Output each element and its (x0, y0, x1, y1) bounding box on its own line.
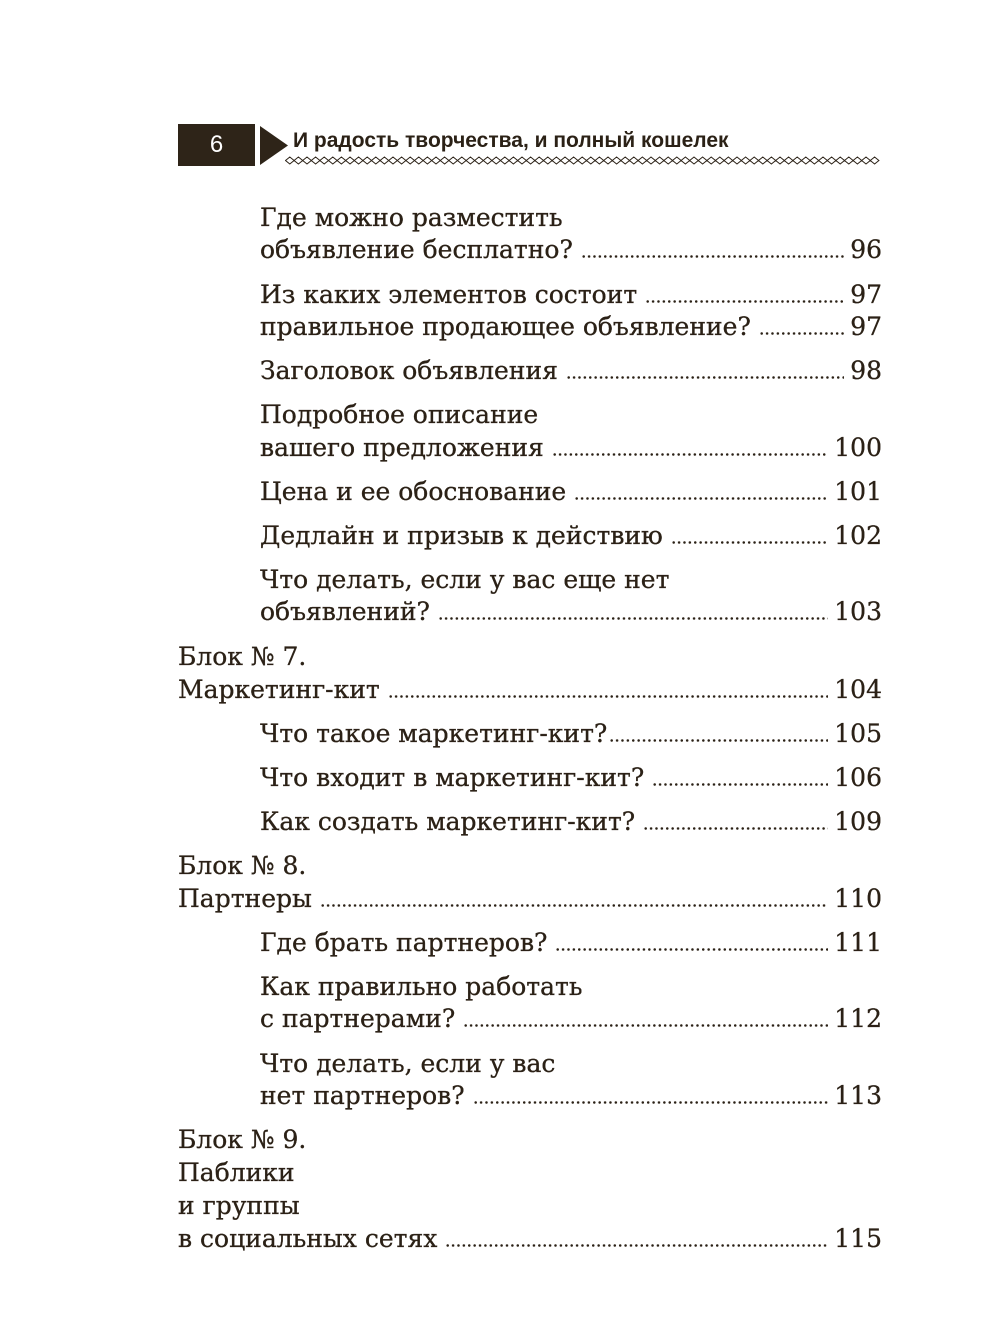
toc-entry-line (260, 1003, 882, 1035)
toc-entry-line (260, 1080, 882, 1112)
block-label-text: Блок № 7. (178, 642, 307, 671)
dot-leader (555, 948, 828, 951)
toc-entry-line (260, 1048, 882, 1080)
dot-leader (445, 1244, 828, 1247)
block-title: Паблики (178, 1158, 295, 1187)
page-number: 100 (834, 433, 882, 462)
running-page-number: 6 (209, 131, 224, 158)
toc-entry-line (260, 564, 882, 596)
page-number: 98 (850, 356, 882, 385)
block-label (178, 850, 882, 882)
dot-leader (671, 541, 828, 544)
block-title: Маркетинг-кит (178, 675, 380, 704)
toc-entry-line (260, 476, 882, 508)
entry-title: Цена и ее обоснование (260, 477, 567, 506)
toc-entry-line (260, 806, 882, 838)
page-number: 97 (850, 280, 882, 309)
diamond-chain-rule (285, 156, 885, 165)
entry-title: Где брать партнеров? (260, 928, 548, 957)
block-label (178, 641, 882, 673)
entry-title: Из каких элементов состоит (260, 280, 638, 309)
toc-entry-line (260, 718, 882, 750)
dot-leader (320, 904, 828, 907)
dot-leader (581, 255, 844, 258)
toc-entry-line (260, 311, 882, 343)
block-label-text: Блок № 8. (178, 851, 307, 880)
toc-entry-line (260, 279, 882, 311)
page-number: 105 (834, 719, 882, 748)
dot-leader (552, 453, 828, 456)
page-number: 113 (834, 1081, 882, 1110)
toc-entry-line (260, 355, 882, 387)
toc-entry-line (260, 520, 882, 552)
dot-leader (643, 827, 828, 830)
entry-title: нет партнеров? (260, 1081, 465, 1110)
block-title-line (178, 1223, 882, 1255)
page-number: 115 (834, 1224, 882, 1253)
page-number: 97 (850, 312, 882, 341)
dot-leader (463, 1024, 828, 1027)
page-number: 109 (834, 807, 882, 836)
block-title: Партнеры (178, 884, 312, 913)
triangle-right-icon (260, 126, 288, 165)
entry-title: Как создать маркетинг-кит? (260, 807, 636, 836)
entry-title: Подробное описание (260, 400, 539, 429)
page-number-box (178, 124, 255, 166)
toc-entry-line (260, 596, 882, 628)
entry-title: объявлений? (260, 597, 430, 626)
entry-title: Как правильно работать (260, 972, 583, 1001)
entry-title: объявление бесплатно? (260, 235, 573, 264)
block-title-line (178, 883, 882, 915)
page-number: 106 (834, 763, 882, 792)
page-number: 104 (834, 675, 882, 704)
toc-entry-line (260, 202, 882, 234)
dot-leader (438, 617, 828, 620)
entry-title: вашего предложения (260, 433, 544, 462)
entry-title: Что делать, если у вас еще нет (260, 565, 670, 594)
page-number: 102 (834, 521, 882, 550)
entry-title: Дедлайн и призыв к действию (260, 521, 663, 550)
entry-title: Где можно разместить (260, 203, 563, 232)
block-title: в социальных сетях (178, 1224, 438, 1253)
block-title: и группы (178, 1191, 300, 1220)
page-number: 112 (834, 1004, 882, 1033)
toc-entry-line (260, 234, 882, 266)
page-number: 103 (834, 597, 882, 626)
toc-entry-line (260, 927, 882, 959)
toc-entry-line (260, 432, 882, 464)
block-label-text: Блок № 9. (178, 1125, 307, 1154)
entry-title: Что делать, если у вас (260, 1049, 556, 1078)
entry-title: Что такое маркетинг-кит? (260, 719, 608, 748)
block-title-line (178, 674, 882, 706)
dot-leader (574, 497, 828, 500)
block-title-line (178, 1157, 882, 1189)
page-number: 96 (850, 235, 882, 264)
dot-leader (652, 783, 828, 786)
dot-leader (566, 376, 844, 379)
block-label (178, 1124, 882, 1156)
dot-leader (759, 332, 844, 335)
dot-leader (609, 739, 828, 742)
dot-leader (645, 300, 844, 303)
page-number: 110 (834, 884, 882, 913)
toc-entry-line (260, 762, 882, 794)
entry-title: Что входит в маркетинг-кит? (260, 763, 645, 792)
entry-title: с партнерами? (260, 1004, 456, 1033)
toc-entry-line (260, 399, 882, 431)
toc-entry-line (260, 971, 882, 1003)
block-title-line (178, 1190, 882, 1222)
running-title: И радость творчества, и полный кошелек (293, 129, 729, 152)
dot-leader (473, 1101, 829, 1104)
entry-title: Заголовок объявления (260, 356, 558, 385)
page-number: 111 (834, 928, 882, 957)
entry-title: правильное продающее объявление? (260, 312, 751, 341)
dot-leader (388, 695, 829, 698)
page-number: 101 (834, 477, 882, 506)
